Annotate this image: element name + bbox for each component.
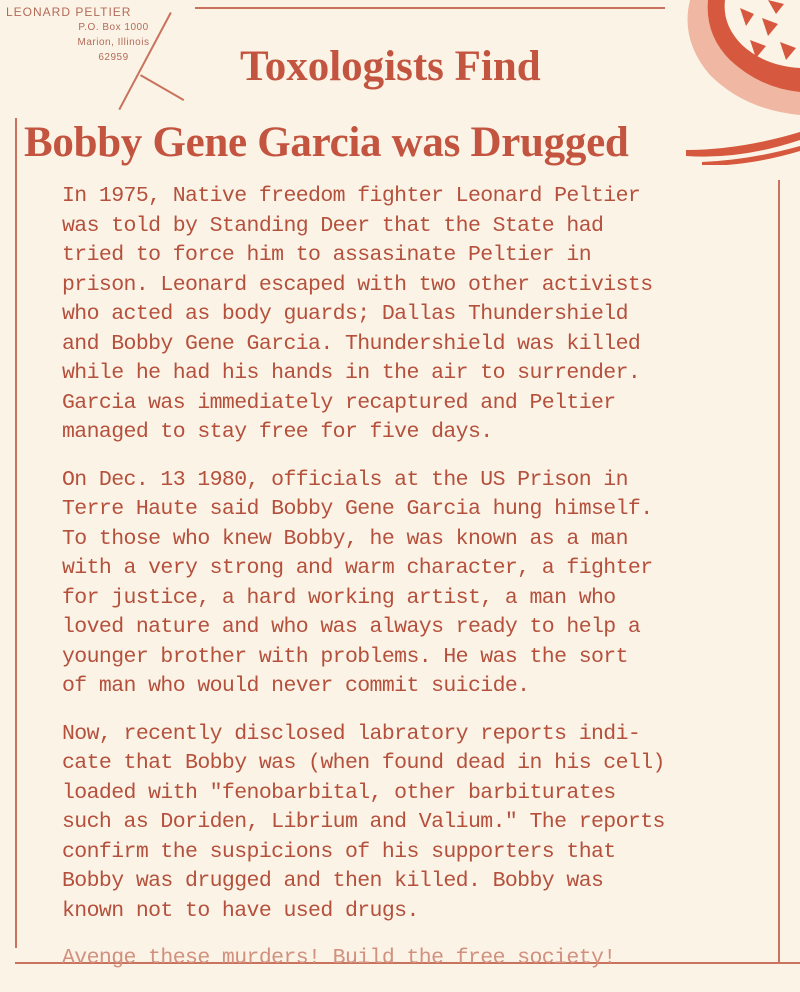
paragraph-reports [62,720,782,927]
text-line: and Bobby Gene Garcia. Thundershield was killed [62,331,641,356]
text-line: confirm the suspicions of his supporters that [62,839,616,864]
text-line: loaded with "fenobarbital, other barbiturates [62,780,616,805]
text-line: Bobby was drugged and then killed. Bobby was [62,869,604,893]
text-line: of man who would never commit suicide. [62,674,530,698]
text-line: with a very strong and warm character, a fighter [62,556,653,580]
text-line: younger brother with problems. He was the sort [62,644,628,669]
frame-left-border [15,118,17,948]
tribal-design-icon [650,0,800,165]
address-zip: 62959 [98,52,129,63]
text-line: cate that Bobby was (when found dead in his cell) [62,751,665,775]
article-body [62,182,782,992]
headline-line-2: Bobby Gene Garcia was Drugged [24,119,629,166]
text-line: Terre Haute said Bobby Gene Garcia hung himself. [62,497,653,521]
text-line: Now, recently disclosed labratory reports indi- [62,721,641,746]
text-line: tried to force him to assasinate Peltier in [62,243,591,267]
frame-corner [140,74,184,101]
paragraph-escape [62,182,782,448]
paragraph-death [62,466,782,702]
slogan-text: Avenge these murders! Build the free society! [62,946,616,970]
address-po-box: P.O. Box 1000 [78,22,149,33]
address-name: LEONARD PELTIER [6,5,132,19]
text-line: In 1975, Native freedom fighter Leonard Peltier [62,184,641,208]
text-line: On Dec. 13 1980, officials at the US Prison in [62,467,628,492]
text-line: To those who knew Bobby, he was known as a man [62,526,628,551]
text-line: while he had his hands in the air to surrender. [62,361,641,385]
text-line: such as Doriden, Librium and Valium." The reports [62,810,665,834]
address-city: Marion, Illinois [77,37,150,48]
text-line: who acted as body guards; Dallas Thundershield [62,302,628,326]
text-line: loved nature and who was always ready to help a [62,615,641,639]
headline-line-1: Toxologists Find [240,43,541,90]
text-line: was told by Standing Deer that the State had [62,213,604,238]
text-line: prison. Leonard escaped with two other activists [62,272,653,297]
top-rule [195,7,665,9]
text-line: Garcia was immediately recaptured and Peltier [62,390,616,415]
closing-slogan [62,944,782,974]
text-line: managed to stay free for five days. [62,420,493,444]
return-address [6,4,221,65]
text-line: for justice, a hard working artist, a man who [62,585,616,610]
text-line: known not to have used drugs. [62,898,419,923]
